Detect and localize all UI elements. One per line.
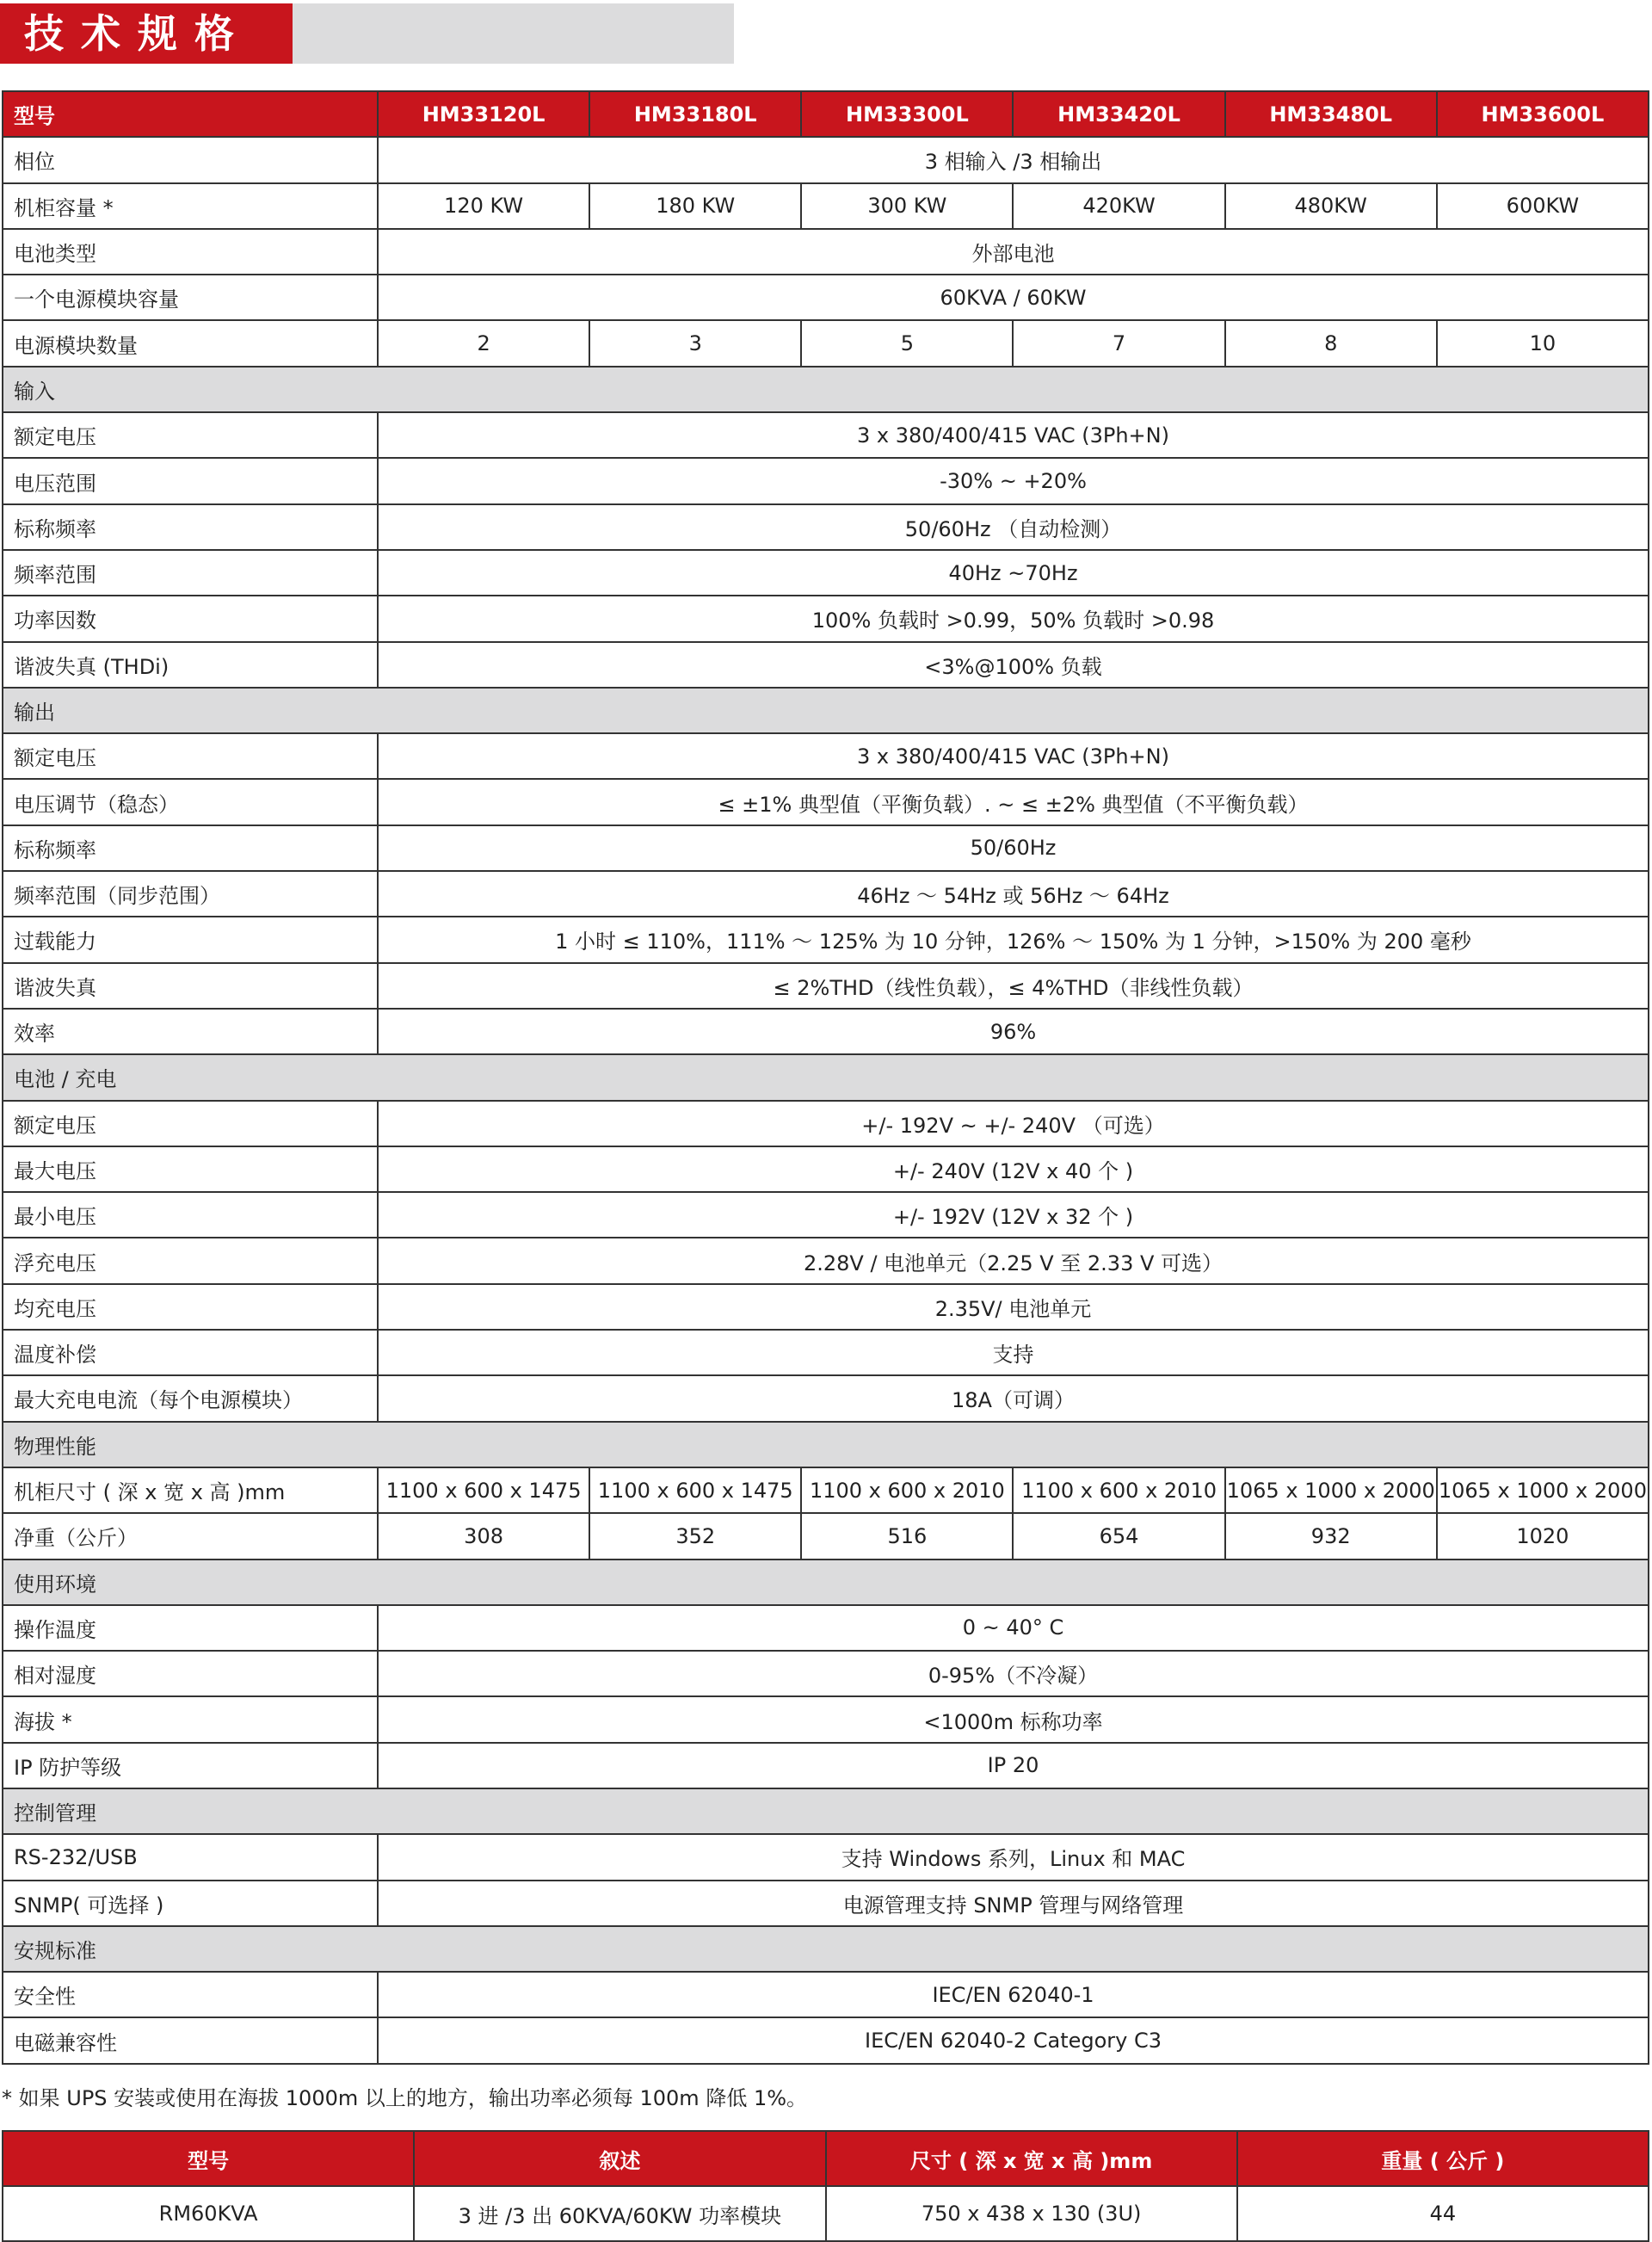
row-label: 额定电压 <box>3 733 378 779</box>
row-label: 电压范围 <box>3 458 378 503</box>
table-row <box>3 1146 1649 1192</box>
row-label: 额定电压 <box>3 1101 378 1146</box>
row-value: IEC/EN 62040-2 Category C3 <box>378 2017 1649 2063</box>
row-label: 操作温度 <box>3 1605 378 1651</box>
page-title: 技术规格 <box>0 3 293 64</box>
section-row <box>3 1926 1649 1972</box>
row-label: 浮充电压 <box>3 1238 378 1283</box>
row-value: +/- 240V (12V x 40 个 ) <box>378 1146 1649 1192</box>
module-header-description: 叙述 <box>414 2131 825 2186</box>
row-value: 1020 <box>1437 1513 1649 1559</box>
table-row <box>3 1284 1649 1330</box>
row-value: 1100 x 600 x 1475 <box>378 1467 589 1513</box>
section-row <box>3 1054 1649 1100</box>
row-label: 机柜尺寸 ( 深 x 宽 x 高 )mm <box>3 1467 378 1513</box>
header-label: 型号 <box>3 91 378 137</box>
row-label: 一个电源模块容量 <box>3 275 378 320</box>
row-value: 50/60Hz <box>378 825 1649 871</box>
table-row <box>3 642 1649 688</box>
row-value: 50/60Hz （自动检测） <box>378 504 1649 550</box>
row-value: ≤ 2%THD（线性负载），≤ 4%THD（非线性负载） <box>378 963 1649 1009</box>
row-value: IEC/EN 62040-1 <box>378 1972 1649 2017</box>
row-label: 电磁兼容性 <box>3 2017 378 2063</box>
row-value: 516 <box>801 1513 1013 1559</box>
row-value: 1065 x 1000 x 2000 <box>1437 1467 1649 1513</box>
row-value: +/- 192V ~ +/- 240V （可选） <box>378 1101 1649 1146</box>
table-row <box>3 1605 1649 1651</box>
row-label: 均充电压 <box>3 1284 378 1330</box>
row-label: 温度补偿 <box>3 1330 378 1375</box>
row-value: 352 <box>589 1513 801 1559</box>
module-header-weight: 重量 ( 公斤 ) <box>1237 2131 1649 2186</box>
row-value: 100% 负载时 >0.99，50% 负载时 >0.98 <box>378 596 1649 641</box>
row-value: 5 <box>801 320 1013 366</box>
table-row <box>3 917 1649 962</box>
row-value: 46Hz 〜 54Hz 或 56Hz 〜 64Hz <box>378 871 1649 917</box>
row-label: 谐波失真 <box>3 963 378 1009</box>
row-value: 电源管理支持 SNMP 管理与网络管理 <box>378 1881 1649 1926</box>
table-row <box>3 1881 1649 1926</box>
row-label: 机柜容量 * <box>3 183 378 229</box>
row-value: 2.35V/ 电池单元 <box>378 1284 1649 1330</box>
section-row <box>3 1788 1649 1834</box>
section-row <box>3 1422 1649 1467</box>
table-row <box>3 458 1649 503</box>
section-label: 输出 <box>3 688 1649 733</box>
row-value: 3 x 380/400/415 VAC (3Ph+N) <box>378 733 1649 779</box>
row-label: 电池类型 <box>3 229 378 275</box>
row-value: 3 相输入 /3 相输出 <box>378 137 1649 182</box>
table-row <box>3 1192 1649 1238</box>
row-value: 40Hz ~70Hz <box>378 550 1649 596</box>
header-model: HM33300L <box>801 91 1013 137</box>
row-value: 1 小时 ≤ 110%，111% 〜 125% 为 10 分钟，126% 〜 150% 为 1 分钟，>150% 为 200 毫秒 <box>378 917 1649 962</box>
table-row <box>3 733 1649 779</box>
row-value: 420KW <box>1013 183 1224 229</box>
table-row <box>3 1651 1649 1696</box>
row-value: 外部电池 <box>378 229 1649 275</box>
row-value: 932 <box>1225 1513 1437 1559</box>
row-value: 60KVA / 60KW <box>378 275 1649 320</box>
row-value: 600KW <box>1437 183 1649 229</box>
row-label: SNMP( 可选择 ) <box>3 1881 378 1926</box>
section-label: 物理性能 <box>3 1422 1649 1467</box>
row-value: 支持 <box>378 1330 1649 1375</box>
row-label: 相位 <box>3 137 378 182</box>
row-label: 额定电压 <box>3 412 378 458</box>
table-row <box>3 320 1649 366</box>
section-label: 电池 / 充电 <box>3 1054 1649 1100</box>
header-model: HM33480L <box>1225 91 1437 137</box>
section-row <box>3 688 1649 733</box>
table-row <box>3 871 1649 917</box>
row-value: 18A（可调） <box>378 1375 1649 1421</box>
row-value: 308 <box>378 1513 589 1559</box>
row-value: 1100 x 600 x 1475 <box>589 1467 801 1513</box>
row-label: 净重（公斤） <box>3 1513 378 1559</box>
row-label: 安全性 <box>3 1972 378 2017</box>
row-value: <3%@100% 负载 <box>378 642 1649 688</box>
row-value: 180 KW <box>589 183 801 229</box>
module-header-row <box>3 2131 1649 2186</box>
row-value: 480KW <box>1225 183 1437 229</box>
table-row <box>3 1972 1649 2017</box>
table-row <box>3 779 1649 825</box>
row-label: 谐波失真 (THDi) <box>3 642 378 688</box>
table-row <box>3 550 1649 596</box>
row-label: 最小电压 <box>3 1192 378 1238</box>
module-row <box>3 2186 1649 2241</box>
table-row <box>3 412 1649 458</box>
row-value: ≤ ±1% 典型值（平衡负载）. ~ ≤ ±2% 典型值（不平衡负载） <box>378 779 1649 825</box>
row-label: 标称频率 <box>3 504 378 550</box>
module-header-dimensions: 尺寸 ( 深 x 宽 x 高 )mm <box>826 2131 1237 2186</box>
row-label: RS-232/USB <box>3 1834 378 1880</box>
row-value: 300 KW <box>801 183 1013 229</box>
row-value: 654 <box>1013 1513 1224 1559</box>
row-value: 0 ~ 40° C <box>378 1605 1649 1651</box>
row-value: 7 <box>1013 320 1224 366</box>
module-table <box>2 2130 1649 2242</box>
module-model: RM60KVA <box>3 2186 414 2241</box>
row-value: 3 <box>589 320 801 366</box>
title-banner <box>0 3 734 64</box>
row-value: 支持 Windows 系列，Linux 和 MAC <box>378 1834 1649 1880</box>
row-value: 0-95%（不冷凝） <box>378 1651 1649 1696</box>
spec-table <box>2 90 1649 2065</box>
row-label: 相对湿度 <box>3 1651 378 1696</box>
row-label: 频率范围（同步范围） <box>3 871 378 917</box>
table-row <box>3 1467 1649 1513</box>
row-value: 10 <box>1437 320 1649 366</box>
module-weight: 44 <box>1237 2186 1649 2241</box>
section-label: 控制管理 <box>3 1788 1649 1834</box>
table-row <box>3 1375 1649 1421</box>
row-value: 120 KW <box>378 183 589 229</box>
row-label: 功率因数 <box>3 596 378 641</box>
row-label: 电源模块数量 <box>3 320 378 366</box>
spec-header-row <box>3 91 1649 137</box>
row-value: 1100 x 600 x 2010 <box>801 1467 1013 1513</box>
row-value: 96% <box>378 1009 1649 1054</box>
table-row <box>3 963 1649 1009</box>
row-value: +/- 192V (12V x 32 个 ) <box>378 1192 1649 1238</box>
section-row <box>3 1560 1649 1605</box>
table-row <box>3 504 1649 550</box>
header-model: HM33180L <box>589 91 801 137</box>
module-description: 3 进 /3 出 60KVA/60KW 功率模块 <box>414 2186 825 2241</box>
module-header-model: 型号 <box>3 2131 414 2186</box>
section-label: 使用环境 <box>3 1560 1649 1605</box>
row-value: 3 x 380/400/415 VAC (3Ph+N) <box>378 412 1649 458</box>
table-row <box>3 1238 1649 1283</box>
table-row <box>3 1834 1649 1880</box>
header-model: HM33600L <box>1437 91 1649 137</box>
section-label: 安规标准 <box>3 1926 1649 1972</box>
row-value: 1100 x 600 x 2010 <box>1013 1467 1224 1513</box>
table-row <box>3 229 1649 275</box>
table-row <box>3 2017 1649 2063</box>
row-label: 频率范围 <box>3 550 378 596</box>
module-dimensions: 750 x 438 x 130 (3U) <box>826 2186 1237 2241</box>
table-row <box>3 1696 1649 1742</box>
row-value: 2.28V / 电池单元（2.25 V 至 2.33 V 可选） <box>378 1238 1649 1283</box>
table-row <box>3 825 1649 871</box>
footnote: * 如果 UPS 安装或使用在海拔 1000m 以上的地方，输出功率必须每 100m 降低 1%。 <box>2 2086 808 2110</box>
table-row <box>3 1009 1649 1054</box>
section-row <box>3 367 1649 412</box>
row-label: 效率 <box>3 1009 378 1054</box>
table-row <box>3 137 1649 182</box>
row-label: 标称频率 <box>3 825 378 871</box>
table-row <box>3 596 1649 641</box>
table-row <box>3 1330 1649 1375</box>
row-value: 1065 x 1000 x 2000 <box>1225 1467 1437 1513</box>
header-model: HM33420L <box>1013 91 1224 137</box>
table-row <box>3 183 1649 229</box>
table-row <box>3 1101 1649 1146</box>
row-value: IP 20 <box>378 1743 1649 1788</box>
row-value: 8 <box>1225 320 1437 366</box>
row-value: 2 <box>378 320 589 366</box>
section-label: 输入 <box>3 367 1649 412</box>
row-label: IP 防护等级 <box>3 1743 378 1788</box>
table-row <box>3 1513 1649 1559</box>
row-label: 电压调节（稳态） <box>3 779 378 825</box>
table-row <box>3 1743 1649 1788</box>
header-model: HM33120L <box>378 91 589 137</box>
row-label: 最大充电电流（每个电源模块） <box>3 1375 378 1421</box>
row-label: 过载能力 <box>3 917 378 962</box>
row-label: 海拔 * <box>3 1696 378 1742</box>
table-row <box>3 275 1649 320</box>
row-value: -30% ~ +20% <box>378 458 1649 503</box>
row-value: <1000m 标称功率 <box>378 1696 1649 1742</box>
row-label: 最大电压 <box>3 1146 378 1192</box>
